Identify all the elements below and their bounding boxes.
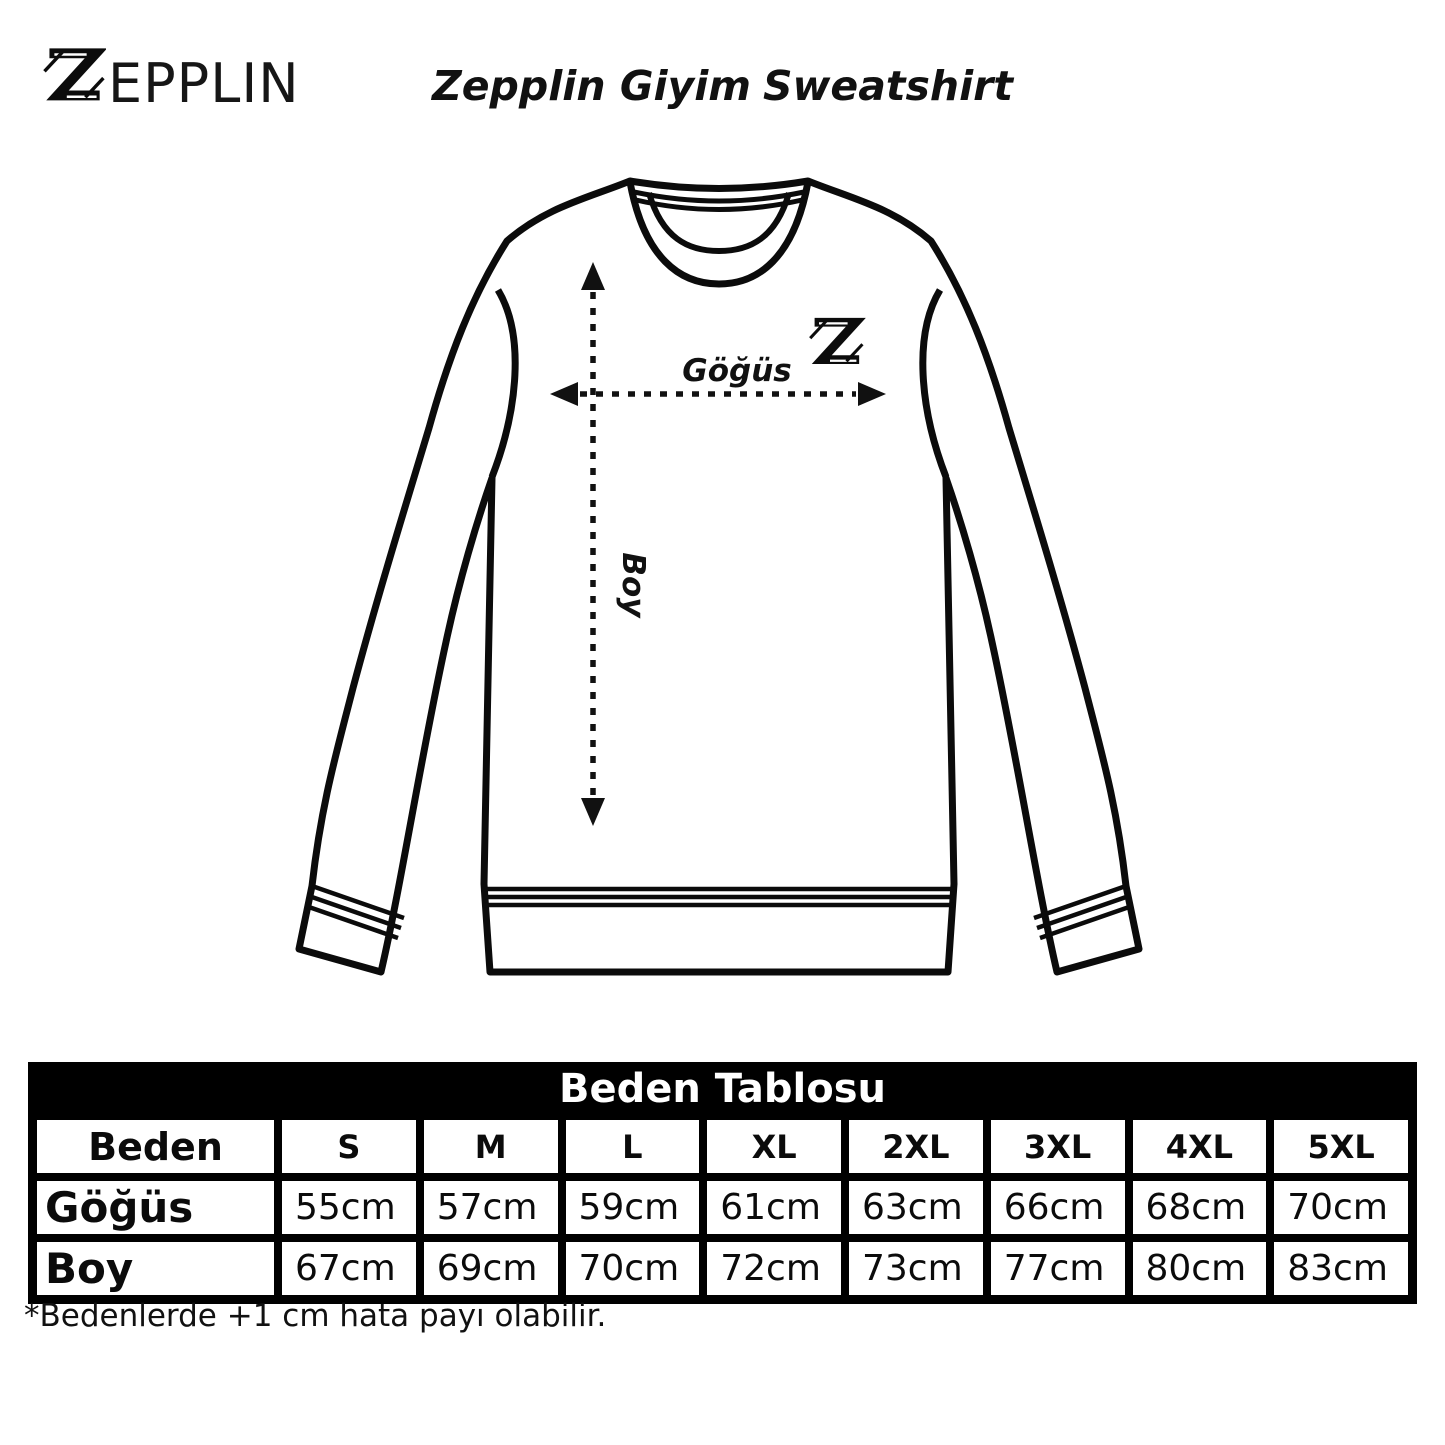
header-cell-m: M: [424, 1120, 558, 1173]
size-table-title: Beden Tablosu: [558, 1066, 886, 1112]
footnote: *Bedenlerde +1 cm hata payı olabilir.: [24, 1298, 607, 1334]
header-cell-3xl: 3XL: [991, 1120, 1125, 1173]
size-value-cell: 63cm: [849, 1181, 983, 1234]
header-cell-beden: Beden: [37, 1120, 274, 1173]
size-value-cell: 59cm: [566, 1181, 700, 1234]
size-value-cell: 55cm: [282, 1181, 416, 1234]
size-value-cell: 80cm: [1133, 1242, 1267, 1295]
size-table-grid: [37, 1120, 1408, 1295]
header-cell-2xl: 2XL: [849, 1120, 983, 1173]
title-bold: Sweatshirt: [763, 62, 1013, 110]
size-value-cell: 57cm: [424, 1181, 558, 1234]
size-table: [28, 1062, 1417, 1304]
row-label-gogus: Göğüs: [37, 1181, 274, 1234]
chest-width-label: Göğüs: [682, 353, 792, 389]
size-value-cell: 70cm: [1274, 1181, 1408, 1234]
size-value-cell: 70cm: [566, 1242, 700, 1295]
row-label-boy: Boy: [37, 1242, 274, 1295]
title-prefix: Zepplin Giyim: [432, 62, 752, 110]
size-value-cell: 72cm: [707, 1242, 841, 1295]
size-value-cell: 77cm: [991, 1242, 1125, 1295]
size-value-cell: 67cm: [282, 1242, 416, 1295]
brand-logo-text: EPPLIN: [108, 51, 300, 115]
header-cell-4xl: 4XL: [1133, 1120, 1267, 1173]
garment-outline: [299, 181, 1139, 972]
size-value-cell: 66cm: [991, 1181, 1125, 1234]
size-value-cell: 69cm: [424, 1242, 558, 1295]
size-value-cell: 83cm: [1274, 1242, 1408, 1295]
header-cell-5xl: 5XL: [1274, 1120, 1408, 1173]
header-cell-l: L: [566, 1120, 700, 1173]
size-value-cell: 61cm: [707, 1181, 841, 1234]
size-value-cell: 73cm: [849, 1242, 983, 1295]
header-cell-xl: XL: [707, 1120, 841, 1173]
size-value-cell: 68cm: [1133, 1181, 1267, 1234]
length-label: Boy: [615, 552, 651, 618]
header-cell-s: S: [282, 1120, 416, 1173]
